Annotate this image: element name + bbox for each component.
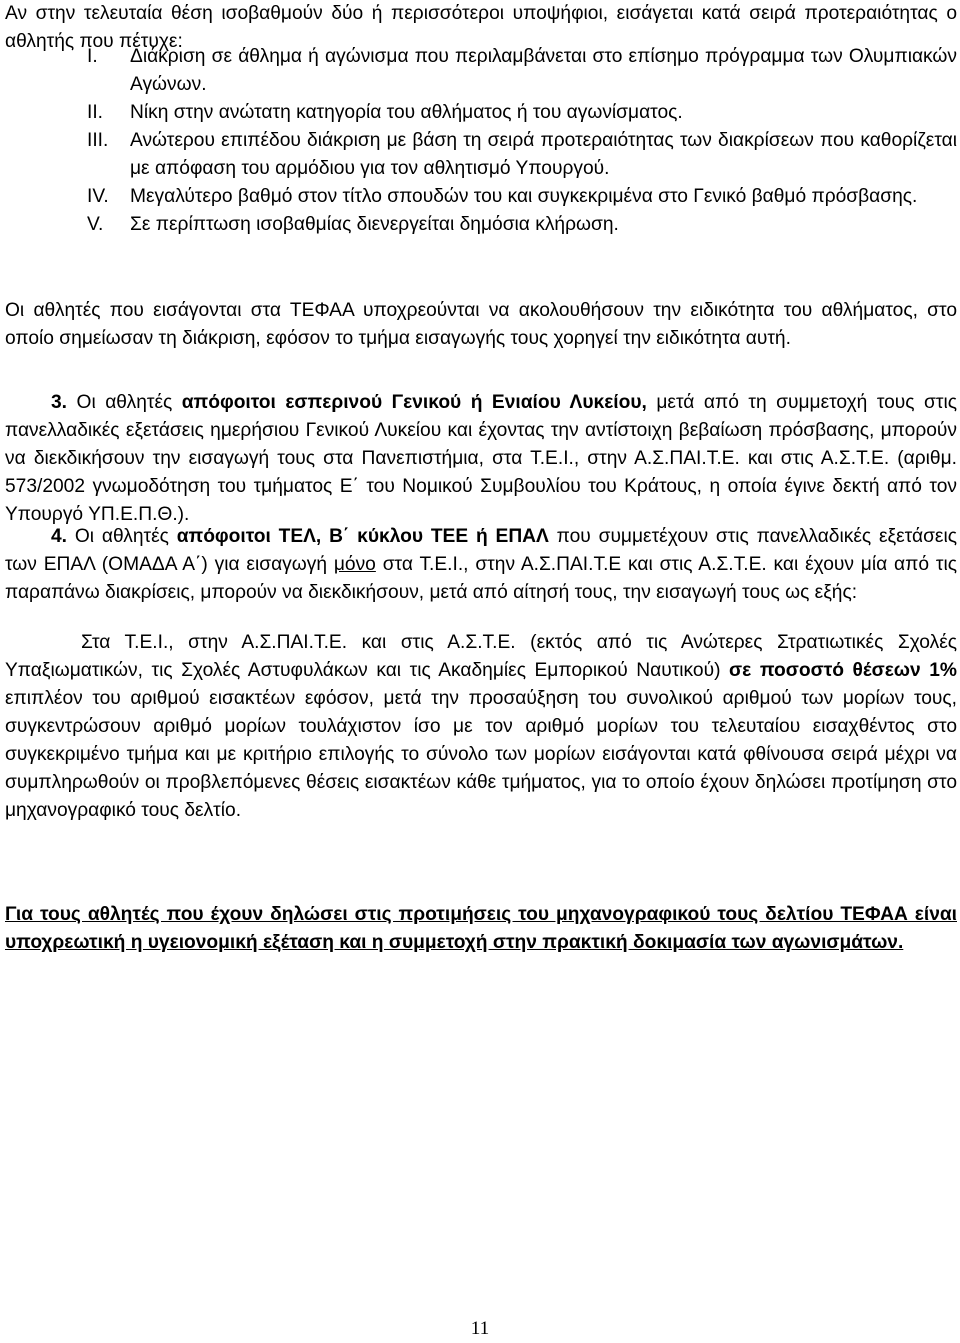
list-item-number: I. (87, 46, 98, 67)
tiebreak-criteria-list (0, 43, 960, 239)
list-item (0, 43, 960, 99)
section-4b-bold: σε ποσοστό θέσεων 1% (729, 660, 957, 681)
section-3-lead: Οι αθλητές (76, 392, 182, 413)
list-item-text: Σε περίπτωση ισοβαθμίας διενεργείται δημόσια κλήρωση. (130, 214, 619, 235)
list-item-number: II. (87, 102, 103, 123)
section-4b-lead: Στα Τ.Ε.Ι., στην Α.Σ.ΠΑΙ.Τ.Ε. και στις Α.Σ.Τ.Ε. (εκτός από τις Ανώτερες Στρατιωτικές Σχολές Υπαξιωματικών, τις Σχολές Αστυφυλάκων και τις Ακαδημίες Εμπορικού Ναυτικού) (5, 632, 957, 681)
section-4-underline: μόνο (333, 554, 376, 575)
list-item-text: Νίκη στην ανώτατη κατηγορία του αθλήματος ή του αγωνίσματος. (130, 102, 683, 123)
medical-exam-note-text: Για τους αθλητές που έχουν δηλώσει στις προτιμήσεις του μηχανογραφικού τους δελτίου ΤΕΦΑΑ είναι υποχρεωτική η υγειονομική εξέταση και η συμμετοχή στην πρακτική δοκιμασία των αγωνισμάτων. (5, 904, 957, 953)
section-4-bold: απόφοιτοι ΤΕΛ, Β΄ κύκλου ΤΕΕ ή ΕΠΑΛ (176, 526, 549, 547)
section-3-rest: μετά από τη συμμετοχή τους στις πανελλαδικές εξετάσεις ημερήσιου Γενικού Λυκείου και έχοντας την αντίστοιχη βεβαίωση πρόσβασης, μπορούν να διεκδικήσουν την εισαγωγή τους στα Πανεπιστήμια, στα Τ.Ε.Ι., στην Α.Σ.ΠΑΙ.Τ.Ε. και στις Α.Σ.Τ.Ε. (αριθμ. 573/2002 γνωμοδότηση του τμήματος Ε΄ του Νομικού Συμβουλίου του Κράτους, η οποία έγινε δεκτή από τον Υπουργό ΥΠ.Ε.Π.Θ.). (5, 392, 957, 525)
list-item-number: IV. (87, 186, 109, 207)
section-4-mid: που συμμετέχουν στις πανελλαδικές εξετάσεις των ΕΠΑΛ (ΟΜΑΔΑ Α΄) για εισαγωγή (5, 526, 957, 575)
section-4b-rest: επιπλέον του αριθμού εισακτέων εφόσον, μετά την προσαύξηση του συνολικού αριθμού των μορίων τους, συγκεντρώσουν αριθμό μορίων τουλάχιστον ίσο με τον αριθμό μορίων του τελευταίου εισαχθέντος στο συγκεκριμένο τμήμα και με κριτήριο επιλογής το σύνολο των μορίων εισάγονται κατά φθίνουσα σειρά μέχρι να συμπληρωθούν οι προβλεπόμενες θέσεις εισακτέων κάθε τμήματος, για το οποίο έχουν δηλώσει προτίμηση στο μηχανογραφικό τους δελτίο. (5, 688, 957, 821)
list-item-text: Διάκριση σε άθλημα ή αγώνισμα που περιλαμβάνεται στο επίσημο πρόγραμμα των Ολυμπιακών Αγώνων. (130, 46, 957, 95)
section-3-paragraph (5, 389, 957, 529)
tefaa-paragraph: Οι αθλητές που εισάγονται στα ΤΕΦΑΑ υποχρεούνται να ακολουθήσουν την ειδικότητα του αθλήματος, στο οποίο σημείωσαν τη διάκριση, εφόσον το τμήμα εισαγωγής τους χορηγεί την ειδικότητα αυτή. (5, 300, 957, 349)
list-item-text: Μεγαλύτερο βαθμό στον τίτλο σπουδών του και συγκεκριμένα στο Γενικό βαθμό πρόσβασης. (130, 186, 918, 207)
section-4-lead: Οι αθλητές (74, 526, 177, 547)
section-4-paragraph (5, 523, 957, 607)
section-4-rest: στα Τ.Ε.Ι., στην Α.Σ.ΠΑΙ.Τ.Ε και στις Α.Σ.Τ.Ε. και έχουν μία από τις παραπάνω διακρίσεις, μπορούν να διεκδικήσουν, μετά από αίτησή τους, την εισαγωγή τους ως εξής: (5, 554, 957, 603)
list-item (0, 183, 960, 211)
page-number: 11 (470, 1318, 490, 1339)
list-item-number: III. (87, 130, 109, 151)
section-3-bold: απόφοιτοι εσπερινού Γενικού ή Ενιαίου Λυκείου, (181, 392, 647, 413)
list-item (0, 99, 960, 127)
section-4b-paragraph (5, 629, 957, 825)
list-item (0, 127, 960, 183)
medical-exam-note (5, 901, 957, 957)
intro-paragraph: Αν στην τελευταία θέση ισοβαθμούν δύο ή περισσότεροι υποψήφιοι, εισάγεται κατά σειρά προτεραιότητας ο αθλητής που πέτυχε: (5, 3, 957, 52)
section-3-number: 3. (51, 392, 68, 413)
section-4-number: 4. (51, 526, 68, 547)
list-item-number: V. (87, 214, 104, 235)
list-item (0, 211, 960, 239)
list-item-text: Ανώτερου επιπέδου διάκριση με βάση τη σειρά προτεραιότητας των διακρίσεων που καθορίζεται με απόφαση του αρμόδιου για τον αθλητισμό Υπουργού. (130, 130, 957, 179)
